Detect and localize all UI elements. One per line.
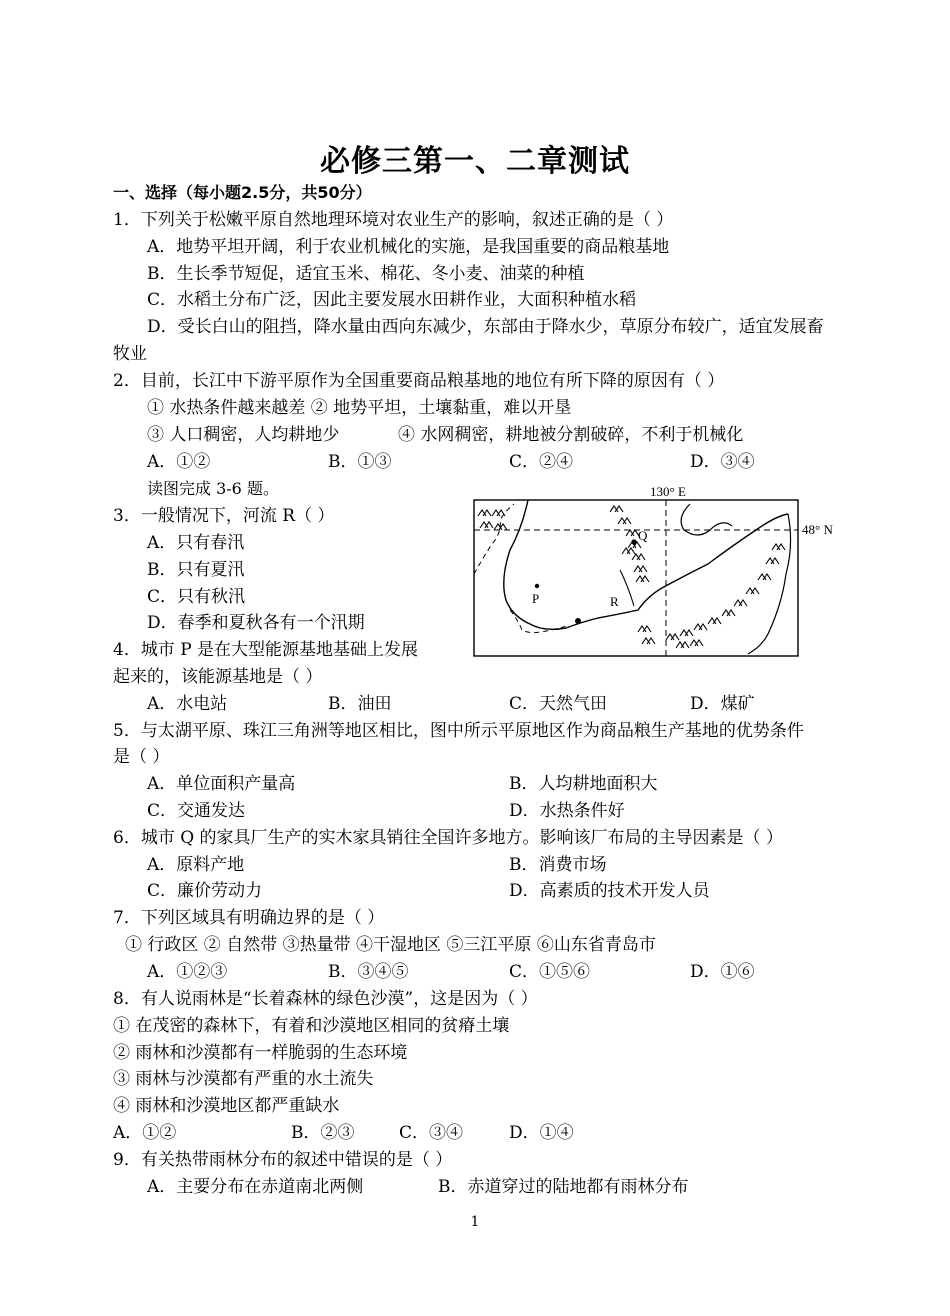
city-marker bbox=[575, 618, 581, 624]
question-8-statement-1: ① 在茂密的森林下，有着和沙漠地区相同的贫瘠土壤 bbox=[113, 1016, 510, 1036]
river-r-label: R bbox=[610, 594, 619, 609]
question-8-stem: 8．有人说雨林是“长着森林的绿色沙漠”，这是因为（ ） bbox=[113, 989, 538, 1009]
question-7-option-d: D．①⑥ bbox=[690, 962, 755, 982]
city-p-label: P bbox=[532, 591, 540, 606]
question-5-stem: 5．与太湖平原、珠江三角洲等地区相比，图中所示平原地区作为商品粮生产基地的优势条件 bbox=[113, 721, 804, 741]
question-4-option-d: D．煤矿 bbox=[690, 694, 755, 714]
question-4-option-a: A．水电站 bbox=[147, 694, 228, 714]
question-1-option-d: D．受长白山的阻挡，降水量由西向东减少，东部由于降水少，草原分布较广，适宜发展畜 bbox=[147, 317, 824, 337]
question-1-stem: 1．下列关于松嫩平原自然地理环境对农业生产的影响，叙述正确的是（ ） bbox=[113, 210, 674, 230]
map-frame bbox=[474, 500, 798, 656]
question-3-option-b: B．只有夏汛 bbox=[147, 560, 245, 580]
question-2-statement-4: ④ 水网稠密，耕地被分割破碎，不利于机械化 bbox=[398, 425, 744, 445]
latitude-label: 48° N bbox=[802, 522, 833, 537]
question-2-option-b: B．①③ bbox=[328, 452, 392, 472]
question-2-statement-3: ③ 人口稠密，人均耕地少 bbox=[147, 425, 340, 445]
region-map bbox=[470, 484, 840, 660]
question-6-option-c: C．廉价劳动力 bbox=[147, 881, 263, 901]
city-q-marker bbox=[631, 539, 636, 544]
question-6-option-a: A．原料产地 bbox=[147, 855, 245, 875]
question-5-stem-cont: 是（ ） bbox=[113, 747, 170, 767]
question-5-option-c: C．交通发达 bbox=[147, 801, 246, 821]
map-instruction: 读图完成 3-6 题。 bbox=[147, 479, 279, 498]
question-9-option-b: B．赤道穿过的陆地都有雨林分布 bbox=[438, 1177, 689, 1197]
question-4-option-b: B．油田 bbox=[328, 694, 392, 714]
question-2-stem: 2．目前，长江中下游平原作为全国重要商品粮基地的地位有所下降的原因有（ ） bbox=[113, 371, 725, 391]
question-4-option-c: C．天然气田 bbox=[509, 694, 608, 714]
question-1-option-a: A．地势平坦开阔，利于农业机械化的实施，是我国重要的商品粮基地 bbox=[147, 237, 670, 257]
question-8-option-d: D．①④ bbox=[509, 1123, 574, 1143]
question-1-option-d-cont: 牧业 bbox=[113, 344, 147, 364]
question-8-option-b: B．②③ bbox=[291, 1123, 355, 1143]
question-2-option-c: C．②④ bbox=[509, 452, 574, 472]
river-east bbox=[748, 514, 791, 654]
question-1-option-c: C．水稻土分布广泛，因此主要发展水田耕作业，大面积种植水稻 bbox=[147, 290, 637, 310]
question-2-option-d: D．③④ bbox=[690, 452, 755, 472]
question-6-stem: 6．城市 Q 的家具厂生产的实木家具销往全国许多地方。影响该厂布局的主导因素是（ ） bbox=[113, 828, 783, 848]
river-r bbox=[504, 500, 788, 629]
question-3-stem: 3．一般情况下，河流 R（ ） bbox=[113, 506, 335, 526]
question-9-option-a: A．主要分布在赤道南北两侧 bbox=[147, 1177, 364, 1197]
question-7-option-a: A．①②③ bbox=[147, 962, 228, 982]
river-tributary bbox=[620, 570, 634, 606]
page-title: 必修三第一、二章测试 bbox=[320, 144, 630, 179]
question-3-option-d: D．春季和夏秋各有一个汛期 bbox=[147, 613, 365, 633]
question-7-stem: 7．下列区域具有明确边界的是（ ） bbox=[113, 908, 385, 928]
question-9-stem: 9．有关热带雨林分布的叙述中错误的是（ ） bbox=[113, 1150, 453, 1170]
question-5-option-a: A．单位面积产量高 bbox=[147, 774, 296, 794]
page-number: 1 bbox=[470, 1214, 480, 1230]
section-heading: 一、选择（每小题2.5分，共50分） bbox=[113, 183, 372, 202]
longitude-label: 130° E bbox=[650, 484, 686, 499]
question-7-option-c: C．①⑤⑥ bbox=[509, 962, 591, 982]
question-6-option-d: D．高素质的技术开发人员 bbox=[509, 881, 710, 901]
question-5-option-b: B．人均耕地面积大 bbox=[509, 774, 658, 794]
question-5-option-d: D．水热条件好 bbox=[509, 801, 625, 821]
question-3-option-a: A．只有春汛 bbox=[147, 533, 245, 553]
question-7-items: ① 行政区 ② 自然带 ③热量带 ④干湿地区 ⑤三江平原 ⑥山东省青岛市 bbox=[125, 935, 656, 955]
question-8-option-c: C．③④ bbox=[399, 1123, 464, 1143]
question-4-stem-cont: 起来的，该能源基地是（ ） bbox=[113, 667, 323, 687]
question-6-option-b: B．消费市场 bbox=[509, 855, 607, 875]
question-3-option-c: C．只有秋汛 bbox=[147, 587, 246, 607]
city-q-label: Q bbox=[638, 528, 648, 543]
question-2-statements-1: ① 水热条件越来越差 ② 地势平坦，土壤黏重，难以开垦 bbox=[147, 398, 572, 418]
city-p-marker bbox=[535, 584, 539, 588]
question-8-statement-3: ③ 雨林与沙漠都有严重的水土流失 bbox=[113, 1069, 374, 1089]
question-2-option-a: A．①② bbox=[147, 452, 211, 472]
question-8-statement-4: ④ 雨林和沙漠地区都严重缺水 bbox=[113, 1096, 340, 1116]
question-7-option-b: B．③④⑤ bbox=[328, 962, 409, 982]
question-1-option-b: B．生长季节短促，适宜玉米、棉花、冬小麦、油菜的种植 bbox=[147, 264, 585, 284]
question-8-statement-2: ② 雨林和沙漠都有一样脆弱的生态环境 bbox=[113, 1043, 408, 1063]
question-4-stem: 4．城市 P 是在大型能源基地基础上发展 bbox=[113, 640, 419, 660]
border-line bbox=[474, 504, 514, 574]
question-8-option-a: A．①② bbox=[113, 1123, 177, 1143]
